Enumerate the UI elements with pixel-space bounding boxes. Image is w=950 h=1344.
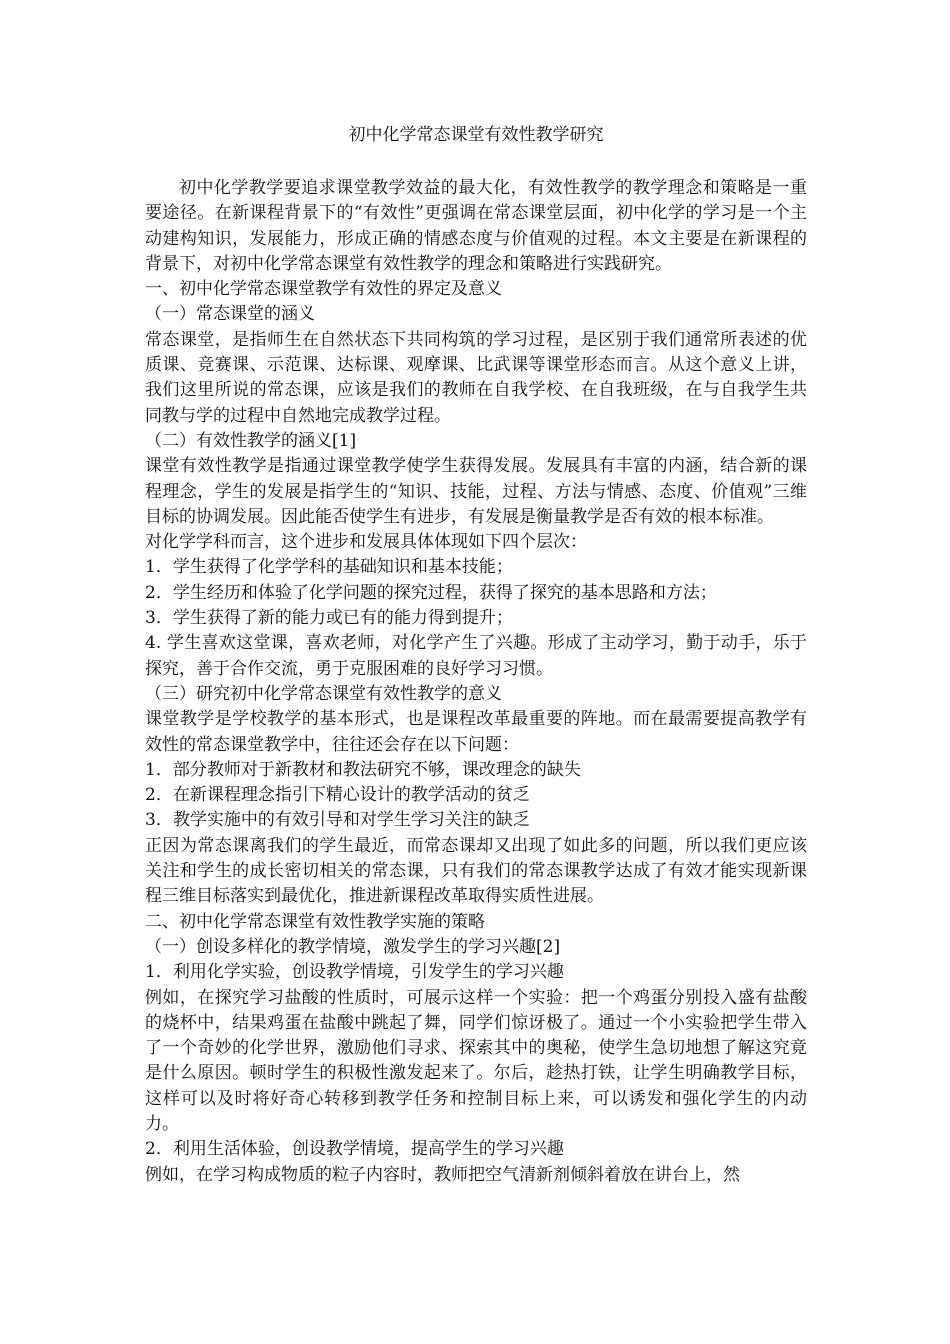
section-heading: （一）创设多样化的教学情境，激发学生的学习兴趣[2]	[145, 936, 561, 957]
body-paragraph: 4. 学生喜欢这堂课，喜欢老师，对化学产生了兴趣。形成了主动学习，勤于动手，乐于探究，善于合作交流，勇于克服困难的良好学习习惯。	[145, 633, 807, 679]
body-paragraph: 2．利用生活体验，创设教学情境，提高学生的学习兴趣	[145, 1139, 564, 1160]
section-heading: 一、初中化学常态课堂教学有效性的界定及意义	[145, 279, 502, 300]
document-body	[145, 277, 807, 1188]
body-paragraph: 1．学生获得了化学学科的基础知识和基本技能；	[145, 557, 513, 578]
document-page	[145, 122, 807, 1188]
body-paragraph: 1．利用化学实验，创设教学情境，引发学生的学习兴趣	[145, 962, 564, 983]
body-paragraph: 3．教学实施中的有效引导和对学生学习关注的缺乏	[145, 810, 530, 831]
body-paragraph: 例如，在探究学习盐酸的性质时，可展示这样一个实验：把一个鸡蛋分别投入盛有盐酸的烧杯中，结果鸡蛋在盐酸中跳起了舞，同学们惊讶极了。通过一个小实验把学生带入了一个奇妙的化学世界，激励他们寻求、探索其中的奥秘，使学生急切地想了解这究竟是什么原因。顿时学生的积极性激发起来了。尔后，趁热打铁，让学生明确教学目标，这样可以及时将好奇心转移到教学任务和控制目标上来，可以诱发和强化学生的内动力。	[145, 987, 807, 1134]
body-paragraph: 课堂教学是学校教学的基本形式，也是课程改革最重要的阵地。而在最需要提高教学有效性的常态课堂教学中，往往还会存在以下问题：	[145, 709, 807, 755]
body-paragraph: 对化学学科而言，这个进步和发展具体体现如下四个层次：	[145, 532, 587, 553]
section-heading: （一）常态课堂的涵义	[145, 304, 315, 325]
body-paragraph: 正因为常态课离我们的学生最近，而常态课却又出现了如此多的问题，所以我们更应该关注和学生的成长密切相关的常态课，只有我们的常态课教学达成了有效才能实现新课程三维目标落实到最优化，推进新课程改革取得实质性进展。	[145, 835, 807, 907]
abstract-paragraph: 初中化学教学要追求课堂教学效益的最大化，有效性教学的教学理念和策略是一重要途径。在新课程背景下的“有效性”更强调在常态课堂层面，初中化学的学习是一个主动建构知识，发展能力，形成正确的情感态度与价值观的过程。本文主要是在新课程的背景下，对初中化学常态课堂有效性教学的理念和策略进行实践研究。	[145, 178, 807, 274]
section-heading: （三）研究初中化学常态课堂有效性教学的意义	[145, 683, 502, 704]
body-paragraph: 2．在新课程理念指引下精心设计的教学活动的贫乏	[145, 785, 530, 806]
body-paragraph: 1．部分教师对于新教材和教法研究不够，课改理念的缺失	[145, 759, 581, 780]
body-paragraph: 课堂有效性教学是指通过课堂教学使学生获得发展。发展具有丰富的内涵，结合新的课程理念，学生的发展是指学生的“知识、技能，过程、方法与情感、态度、价值观”三维目标的协调发展。因此能否使学生有进步，有发展是衡量教学是否有效的根本标准。	[145, 456, 807, 527]
body-paragraph: 例如，在学习构成物质的粒子内容时，教师把空气清新剂倾斜着放在讲台上，然	[145, 1164, 740, 1185]
document-title: 初中化学常态课堂有效性教学研究	[348, 125, 604, 145]
body-paragraph: 常态课堂，是指师生在自然状态下共同构筑的学习过程，是区别于我们通常所表述的优质课、竞赛课、示范课、达标课、观摩课、比武课等课堂形态而言。从这个意义上讲，我们这里所说的常态课，应该是我们的教师在自我学校、在自我班级，在与自我学生共同教与学的过程中自然地完成教学过程。	[145, 329, 807, 426]
body-paragraph: 3．学生获得了新的能力或已有的能力得到提升；	[145, 608, 513, 629]
section-heading: （二）有效性教学的涵义[1]	[145, 430, 357, 451]
body-paragraph: 2．学生经历和体验了化学问题的探究过程，获得了探究的基本思路和方法；	[145, 582, 717, 603]
section-heading: 二、初中化学常态课堂有效性教学实施的策略	[145, 911, 485, 932]
